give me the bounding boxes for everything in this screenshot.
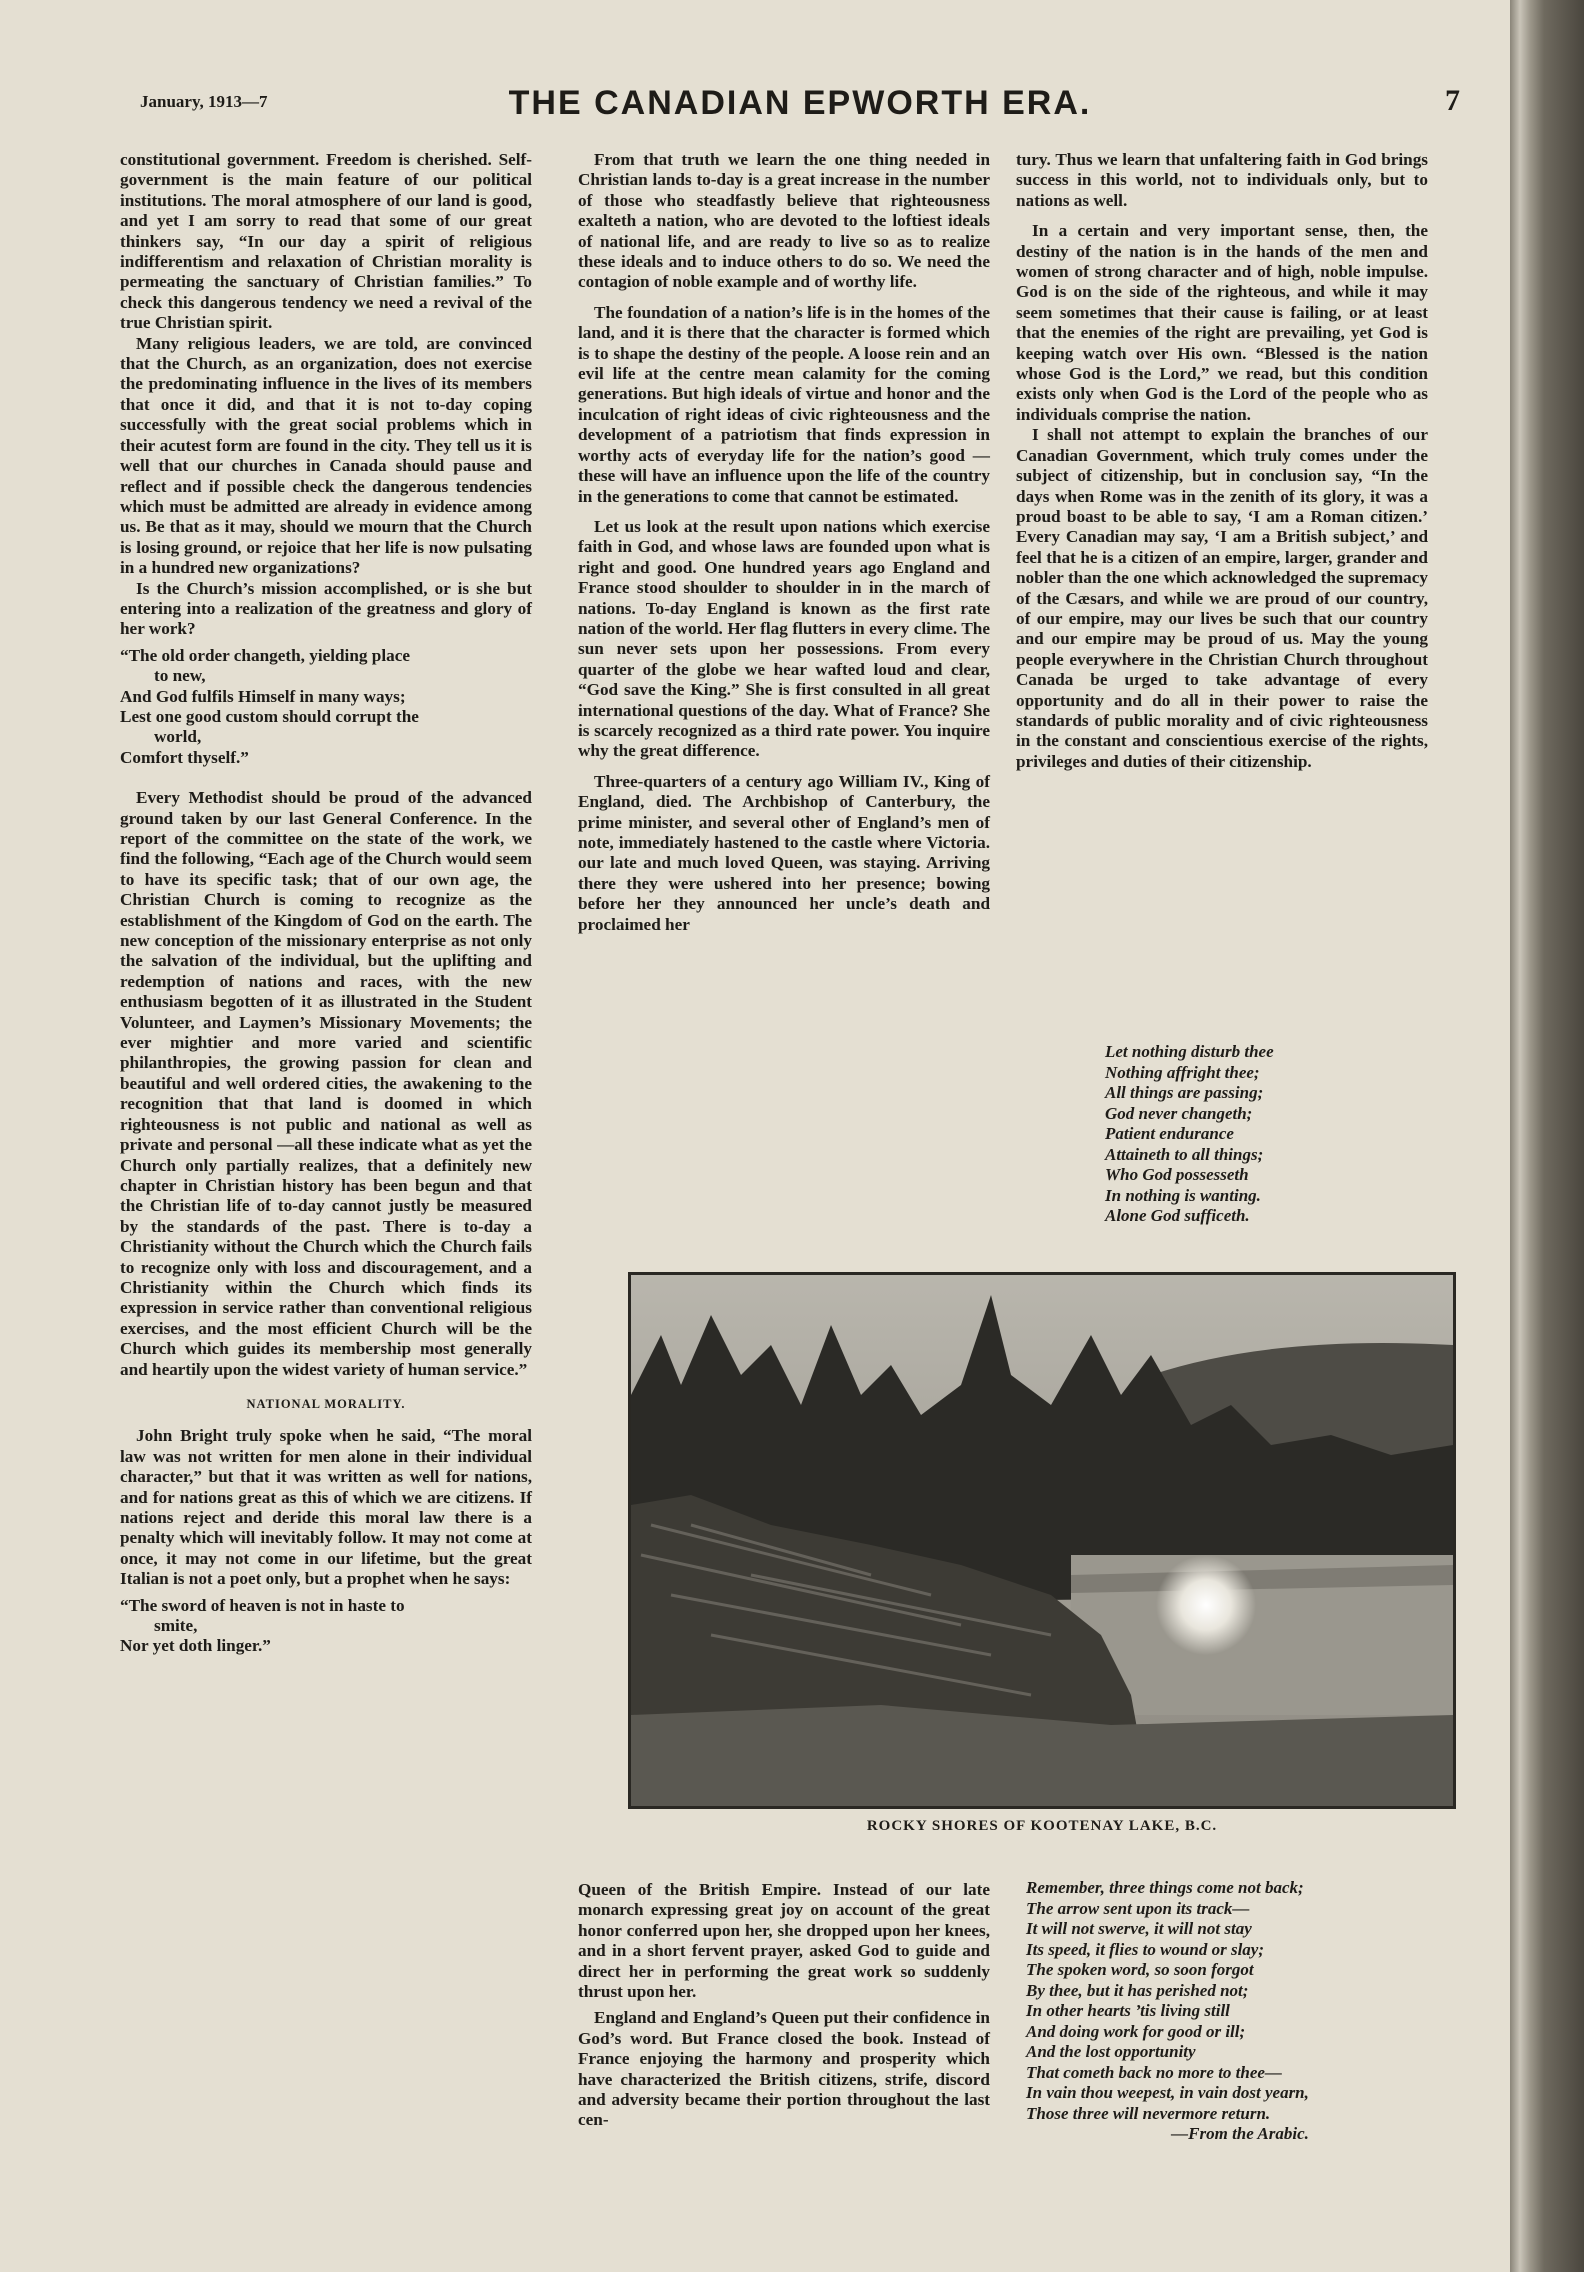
poem-quote xyxy=(120,646,532,768)
verse-three-things xyxy=(1026,1878,1309,2145)
paragraph: Is the Church’s mission accomplished, or is she but entering into a realization of the greatness and glory of her work? xyxy=(120,578,532,639)
verse-line: And the lost opportunity xyxy=(1026,2042,1196,2061)
verse-line: Patient endurance xyxy=(1105,1124,1234,1143)
issue-date: January, 1913—7 xyxy=(140,92,268,111)
column-2-continued xyxy=(578,1880,990,2131)
poem-line: smite, xyxy=(154,1616,198,1636)
verse-line: In nothing is wanting. xyxy=(1105,1185,1261,1205)
verse-line: Alone God sufficeth. xyxy=(1105,1206,1250,1225)
poem-line: “The old order changeth, yielding place xyxy=(120,645,410,665)
magazine-title: THE CANADIAN EPWORTH ERA. xyxy=(508,84,1092,122)
verse-line: Who God possesseth xyxy=(1105,1165,1249,1184)
poem-line: “The sword of heaven is not in haste to xyxy=(120,1595,405,1615)
verse-line: Those three will nevermore return. xyxy=(1026,2103,1271,2123)
paragraph: Queen of the British Empire. Instead of our late monarch expressing great joy on account of the great honor conferred upon her, she dropped upon her knees, and in a short fervent prayer, asked God to guide and direct her in performing the great work so suddenly thrust upon her. xyxy=(578,1880,990,2002)
verse-let-nothing-disturb xyxy=(1105,1042,1274,1227)
poem-line: world, xyxy=(154,727,202,747)
paragraph: constitutional government. Freedom is cherished. Self-government is the main feature of our political institutions. The moral atmosphere of our land is good, and yet I am sorry to read that some of our great thinkers say, “In our day a spirit of religious indifferentism and relaxation of Christian morality is permeating the sanctuary of Christian families.” To check this dangerous tendency we need a revival of the true Christian spirit. xyxy=(120,150,532,333)
paragraph: Every Methodist should be proud of the advanced ground taken by our last General Conference. In the report of the committee on the state of the work, we find the following, “Each age of the Church would seem to have its specific task; that of our own age, the Christian Church is coming to recognize as the establishment of the Kingdom of God on the earth. The new conception of the missionary enterprise as not only the salvation of the individual, but the uplifting and redemption of nations and races, with the new enthusiasm begotten of it as illustrated in the Student Volunteer, and Laymen’s Missionary Movements; the ever mightier and more varied and scientific philanthropies, the growing passion for clean and beautiful and well ordered cities, the awakening to the recognition that that land is doomed in which righteousness is not public and national as well as private and personal —all these indicate what as yet the Church only partially realizes, that a definitely new chapter in Christian history has been begun and that the Christian life of to-day cannot justly be measured by the standards of the past. There is to-day a Christianity without the Church which the Church fails to recognize only with loss and discouragement, and a Christianity within the Church which finds its expression in service rather than conventional religious exercises, and the most efficient Church will be the Church which guides its membership most generally and heartily upon the widest variety of human service.” xyxy=(120,788,532,1379)
photo-caption: ROCKY SHORES OF KOOTENAY LAKE, B.C. xyxy=(866,1818,1218,1834)
verse-line: In vain thou weepest, in vain dost yearn, xyxy=(1026,2083,1309,2102)
paragraph: John Bright truly spoke when he said, “The moral law was not written for men alone in their individual character,” but that it was written as well for nations, and for nations great as this of which we are citizens. If nations reject and deride this moral law there is a penalty which will inevitably follow. It may not come at once, it may not come in our lifetime, but the great Italian is not a poet only, but a prophet when he says: xyxy=(120,1426,532,1589)
poem-line: Nor yet doth linger.” xyxy=(120,1636,271,1656)
paragraph: In a certain and very important sense, then, the destiny of the nation is in the hands of the men and women of strong character and of high, noble impulse. God is on the side of the righteous, and while it may seem sometimes that their cause is failing, or at least that the enemies of the right are prevailing, yet God is keeping watch over His own. “Blessed is the nation whose God is the Lord,” we read, but this condition exists only when God is the Lord of the people who as individuals comprise the nation. xyxy=(1016,221,1428,424)
book-spine-edge xyxy=(1510,0,1584,2272)
verse-line: That cometh back no more to thee— xyxy=(1026,2062,1282,2082)
page-number: 7 xyxy=(1445,84,1460,117)
column-1 xyxy=(120,150,532,1667)
verse-line: Let nothing disturb thee xyxy=(1105,1042,1274,1061)
verse-line: It will not swerve, it will not stay xyxy=(1026,1919,1252,1938)
verse-line: By thee, but it has perished not; xyxy=(1026,1980,1249,2000)
poem-line: to new, xyxy=(154,666,206,686)
paragraph: The foundation of a nation’s life is in the homes of the land, and it is there that the character is formed which is to shape the destiny of the people. A loose rein and an evil life at the centre mean calamity for the coming generations. But high ideals of virtue and honor and the inculcation of right ideas of civic righteousness and the development of a patriotism that finds expression in worthy acts of everyday life for the nation’s good —these will have an influence upon the life of the country in the generations to come that cannot be estimated. xyxy=(578,302,990,506)
paragraph: Many religious leaders, we are told, are convinced that the Church, as an organization, does not exercise the predominating influence in the lives of its members that once it did, and that it is not to-day coping successfully with the great social problems which in their acutest form are found in the city. They tell us it is well that our churches in Canada should pause and reflect and if possible check the dangerous tendencies which must be admitted are already in evidence among us. Be that as it may, should we mourn that the Church is losing ground, or rejoice that her life is now pulsating in a hundred new organizations? xyxy=(120,333,532,578)
paragraph: From that truth we learn the one thing needed in Christian lands to-day is a great increase in the number of those who steadfastly believe that righteousness exalteth a nation, who are devoted to the loftiest ideals of national life, and are ready to live so as to realize these ideals and to induce others to do so. We need the contagion of noble example and of worthy life. xyxy=(578,150,990,292)
verse-line: Its speed, it flies to wound or slay; xyxy=(1026,1939,1265,1959)
column-2 xyxy=(578,150,990,935)
column-3 xyxy=(1016,150,1428,772)
poem-quote xyxy=(120,1596,532,1657)
verse-line: And doing work for good or ill; xyxy=(1026,2021,1246,2041)
verse-line: Nothing affright thee; xyxy=(1105,1062,1260,1082)
verse-line: Remember, three things come not back; xyxy=(1026,1878,1304,1897)
verse-attribution: —From the Arabic. xyxy=(1171,2124,1309,2143)
paragraph: I shall not attempt to explain the branches of our Canadian Government, which truly comes under the subject of citizenship, but in conclusion say, “In the days when Rome was in the zenith of its glory, it was a proud boast to be able to say, ‘I am a Roman citizen.’ Every Canadian may say, ‘I am a British subject,’ and feel that he is a citizen of an empire, larger, grander and nobler than the one which acknowledged the supremacy of the Cæsars, and while we are proud of our country, of our empire, may our lives be such that our country and our empire may be proud of us. May the young people everywhere in the Christian Church throughout Canada be urged to take advantage of every opportunity and do all in their power to raise the standards of public morality and of civic righteousness in the constant and conscientious exercise of the rights, privileges and duties of their citizenship. xyxy=(1016,425,1428,771)
lake-photograph xyxy=(628,1272,1456,1809)
paragraph: Three-quarters of a century ago William IV., King of England, died. The Archbishop of Canterbury, the prime minister, and several other of England’s men of note, immediately hastened to the castle where Victoria. our late and much loved Queen, was staying. Arriving there they were ushered into her presence; bowing before her they announced her uncle’s death and proclaimed her xyxy=(578,771,990,934)
verse-line: The spoken word, so soon forgot xyxy=(1026,1960,1254,1979)
poem-line: Lest one good custom should corrupt the xyxy=(120,706,419,726)
poem-line: And God fulfils Himself in many ways; xyxy=(120,686,406,706)
section-heading: NATIONAL MORALITY. xyxy=(246,1396,406,1411)
paragraph: Let us look at the result upon nations which exercise faith in God, and whose laws are founded upon what is right and good. One hundred years ago England and France stood shoulder to shoulder in in the march of nations. To-day England is known as the first rate nation of the world. Her flag flutters in every clime. The sun never sets upon her possessions. From every quarter of the globe we hear wafted loud and clear, “God save the King.” She is first consulted in all great international questions of the day. What of France? She is scarcely recognized as a third rate power. You inquire why the great difference. xyxy=(578,516,990,761)
verse-line: All things are passing; xyxy=(1105,1083,1264,1102)
paragraph: tury. Thus we learn that unfaltering faith in God brings success in this world, not to individuals only, but to nations as well. xyxy=(1016,150,1428,210)
page-header xyxy=(140,84,1460,124)
photo-image xyxy=(631,1275,1453,1806)
verse-line: In other hearts ’tis living still xyxy=(1026,2001,1230,2020)
poem-line: Comfort thyself.” xyxy=(120,747,249,767)
verse-line: God never changeth; xyxy=(1105,1103,1253,1123)
verse-line: The arrow sent upon its track— xyxy=(1026,1898,1250,1918)
paragraph: England and England’s Queen put their confidence in God’s word. But France closed the book. Instead of France enjoying the harmony and prosperity which have characterized the British citizens, strife, discord and adversity became their portion throughout the last cen- xyxy=(578,2008,990,2130)
verse-line: Attaineth to all things; xyxy=(1105,1144,1264,1164)
